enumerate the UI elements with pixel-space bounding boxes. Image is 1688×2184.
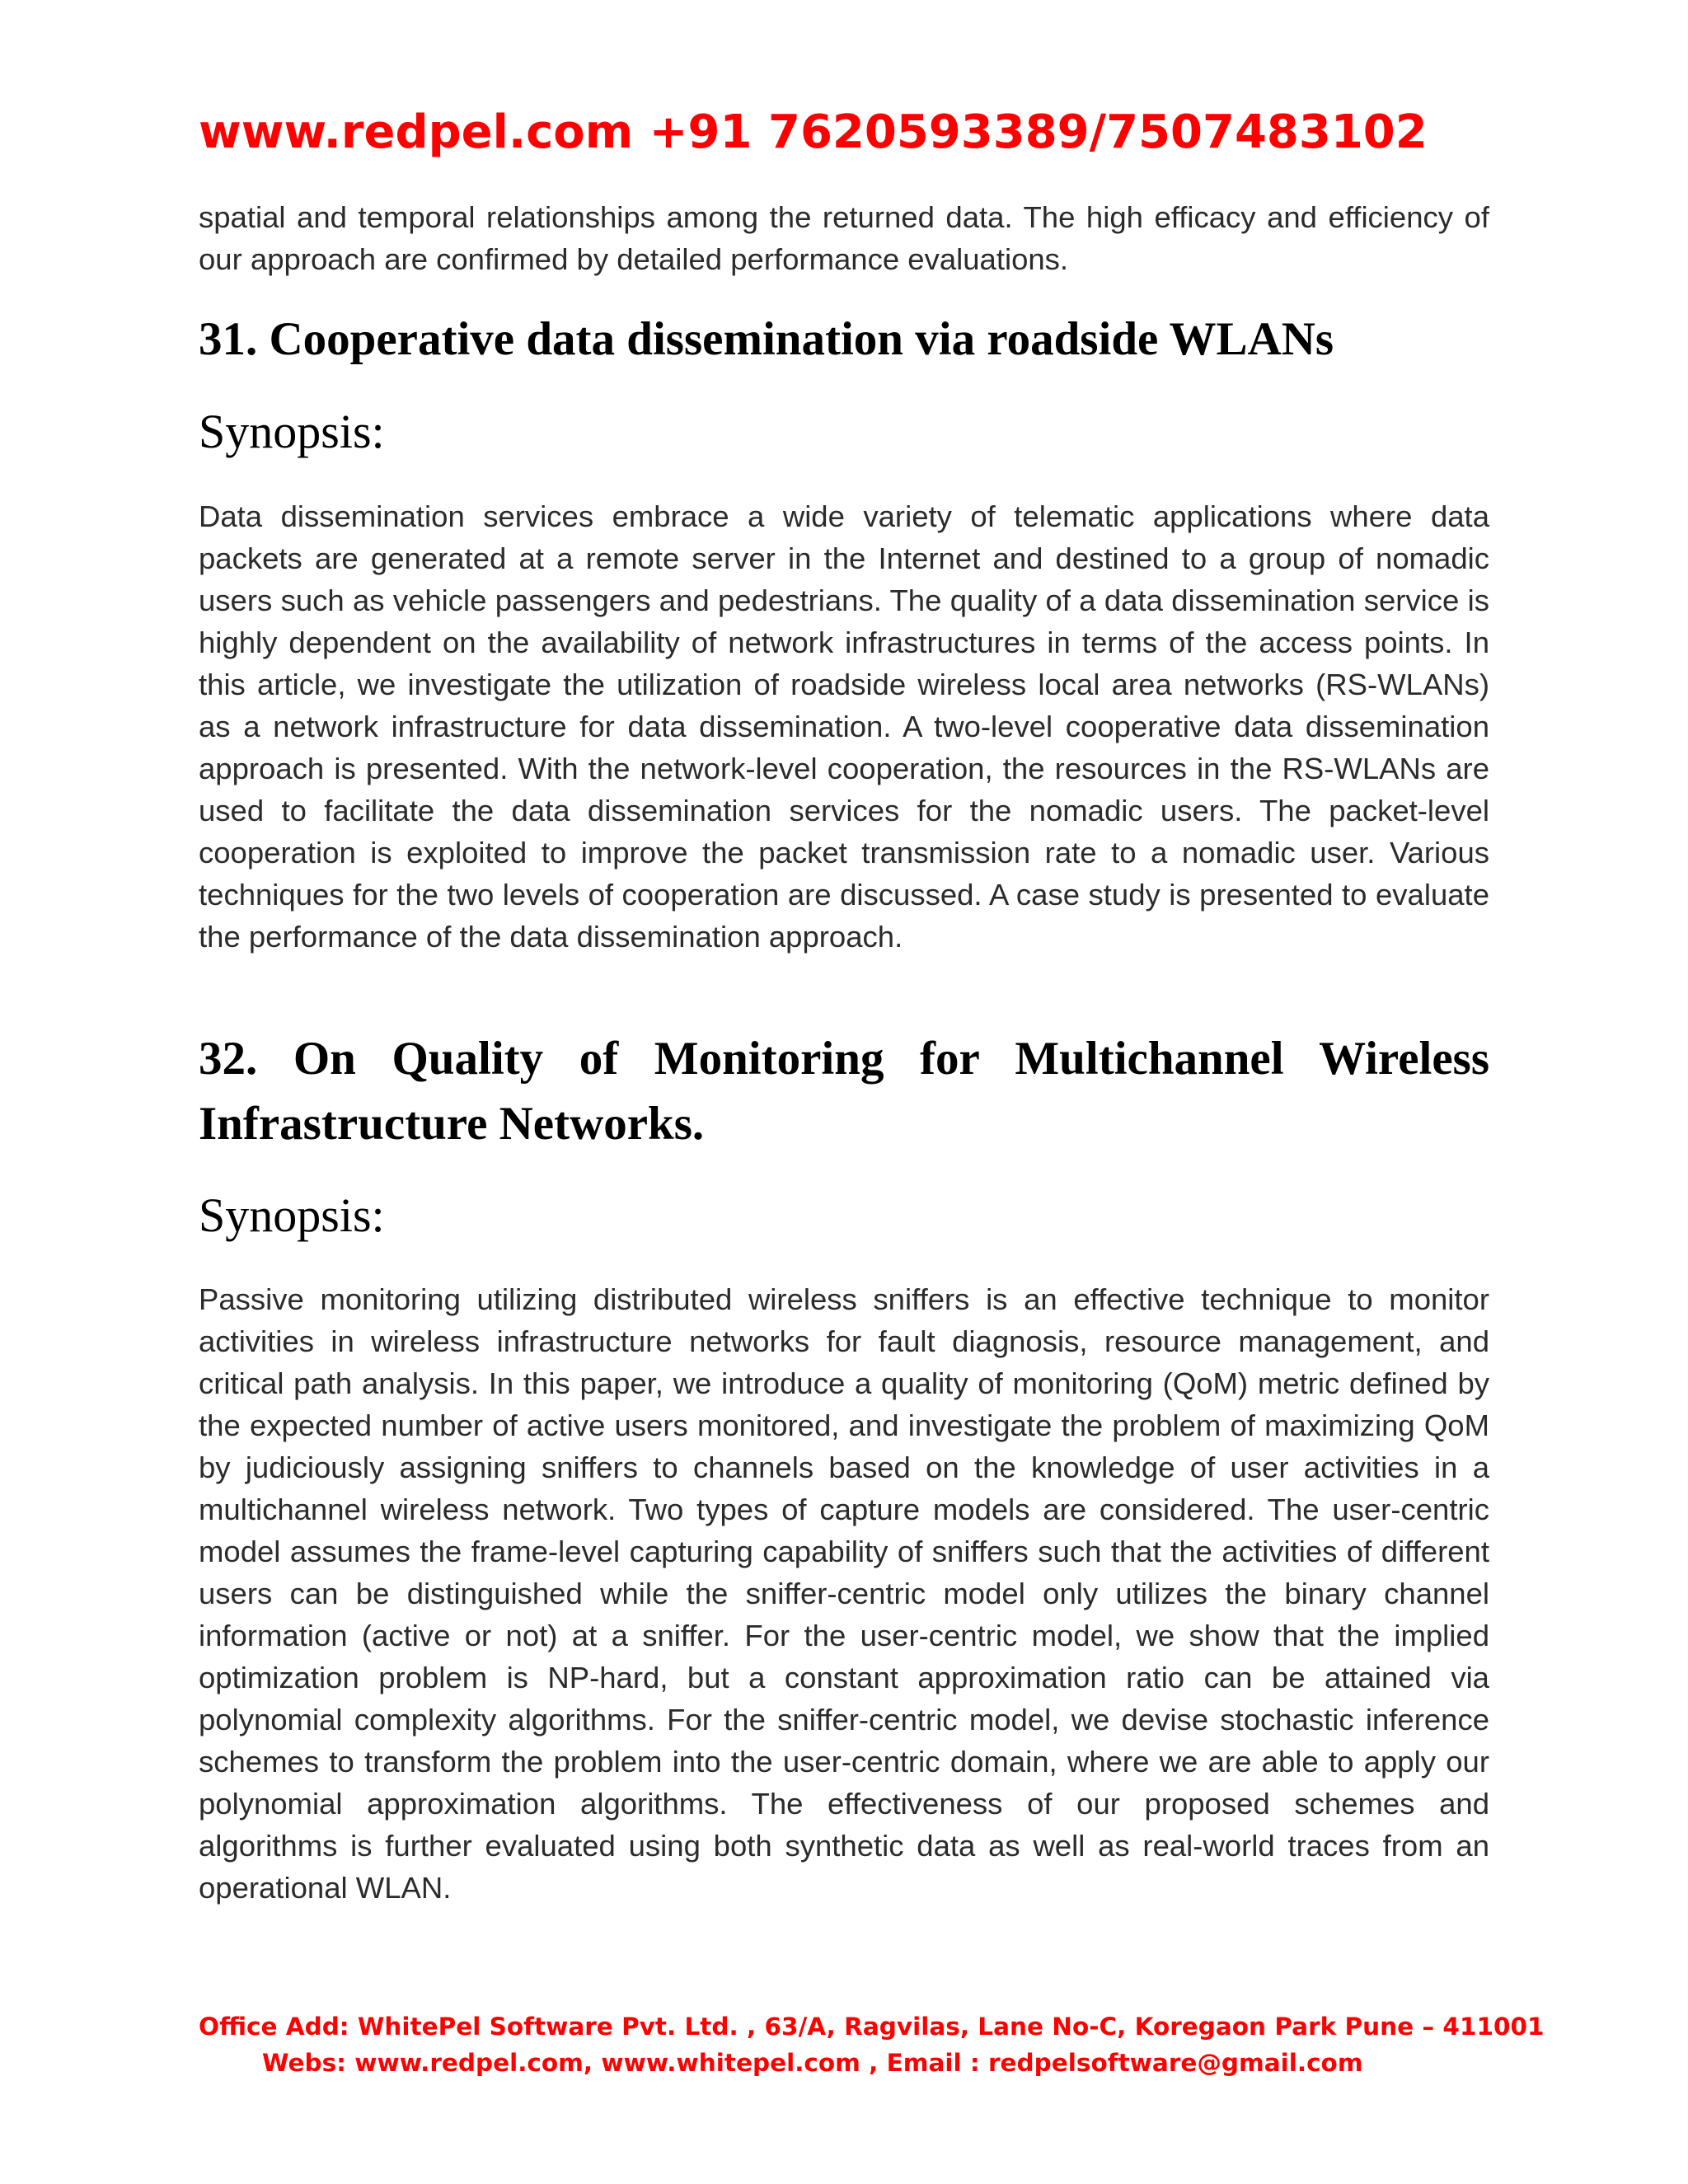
section-32-synopsis-label: Synopsis:	[199, 1188, 385, 1242]
section-32-body: Passive monitoring utilizing distributed wireless sniffers is an effective technique to monitor activities in wireless infrastructure networks for fault diagnosis, resource management, and critical path analysis. In this paper, we introduce a quality of monitoring (QoM) metric defined by the expected number of active users monitored, and investigate the problem of maximizing QoM by judiciously assigning sniffers to channels based on the knowledge of user activities in a multichannel wireless network. Two types of capture models are considered. The user-centric model assumes the frame-level capturing capability of sniffers such that the activities of different users can be distinguished while the sniffer-centric model only utilizes the binary channel information (active or not) at a sniffer. For the user-centric model, we show that the implied optimization problem is NP-hard, but a constant approximation ratio can be attained via polynomial complexity algorithms. For the sniffer-centric model, we devise stochastic inference schemes to transform the problem into the user-centric domain, where we are able to apply our polynomial approximation algorithms. The effectiveness of our proposed schemes and algorithms is further evaluated using both synthetic data as well as real-world traces from an operational WLAN.	[199, 1282, 1489, 1905]
section-31-title: 31. Cooperative data dissemination via roadside WLANs	[199, 313, 1334, 365]
intro-paragraph: spatial and temporal relationships among the returned data. The high efficacy and efficiency of our approach are confirmed by detailed performance evaluations.	[199, 200, 1489, 276]
footer-office-address: Office Add: WhitePel Software Pvt. Ltd. , 63/A, Ragvilas, Lane No-C, Koregaon Park Pune – 411001	[199, 2013, 1545, 2041]
section-31-synopsis-label: Synopsis:	[199, 405, 385, 458]
section-32-title: 32. On Quality of Monitoring for Multichannel Wireless Infrastructure Networks.	[199, 1033, 1489, 1150]
header-contact-line: www.redpel.com +91 7620593389/7507483102	[199, 105, 1428, 159]
footer-websites-email: Webs: www.redpel.com, www.whitepel.com , Email : redpelsoftware@gmail.com	[262, 2049, 1363, 2077]
section-31-body: Data dissemination services embrace a wide variety of telematic applications where data packets are generated at a remote server in the Internet and destined to a group of nomadic users such as vehicle passengers and pedestrians. The quality of a data dissemination service is highly dependent on the availability of network infrastructures in terms of the access points. In this article, we investigate the utilization of roadside wireless local area networks (RS-WLANs) as a network infrastructure for data dissemination. A two-level cooperative data dissemination approach is presented. With the network-level cooperation, the resources in the RS-WLANs are used to facilitate the data dissemination services for the nomadic users. The packet-level cooperation is exploited to improve the packet transmission rate to a nomadic user. Various techniques for the two levels of cooperation are discussed. A case study is presented to evaluate the performance of the data dissemination approach.	[199, 499, 1489, 954]
